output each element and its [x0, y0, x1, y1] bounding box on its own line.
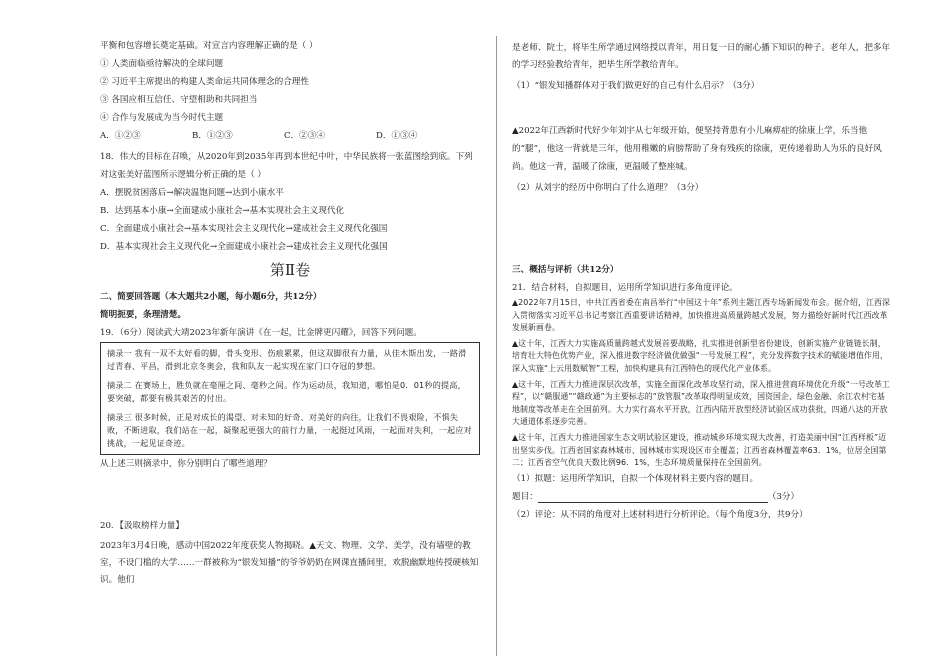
q18-option-c: C．全面建成小康社会→基本实现社会主义现代化→建成社会主义现代化强国 [100, 224, 388, 234]
q19-excerpt-2: 摘录二 在赛场上，胜负就在毫厘之间、毫秒之间。作为运动员，我知道，哪怕是0．01秒的提高，要突破，都要有极其艰苦的付出。 [107, 380, 466, 403]
section2-note: 简明扼要，条理清楚。 [100, 310, 186, 320]
q21-paragraph-2: ▲这十年，江西大力实施高质量跨越式发展首要战略，扎实推进创新型省份建设，创新实施产业链链长制，培育壮大特色优势产业，深入推进数字经济做优做强“一号发展工程”，充分发挥数字技术的赋能增值作用，深入实施“上云用数赋智”工程，加快构建具有江西特色的现代化产业体系。 [512, 338, 888, 373]
q17-item-2: ② 习近平主席提出的构建人类命运共同体理念的合理性 [100, 77, 309, 87]
q18-option-d: D．基本实现社会主义现代化→全面建成小康社会→建成社会主义现代化强国 [100, 242, 388, 252]
q21-question-2: （2）评论：从不同的角度对上述材料进行分析评论。（每个角度3分，共9分） [512, 509, 808, 520]
q21-title-line [512, 491, 892, 503]
q17-option-b: B．①②③ [192, 131, 233, 141]
q18-option-a: A．摆脱贫困落后→解决温饱问题→达到小康水平 [100, 188, 284, 198]
q19-stem: 19．（6分）阅读武大靖2023年新年演讲《在一起，比金牌更闪耀》，回答下列问题。 [100, 328, 422, 338]
q20-title: 20．【汲取榜样力量】 [100, 521, 184, 531]
q18-option-b: B．达到基本小康→全面建成小康社会→基本实现社会主义现代化 [100, 206, 345, 216]
q21-title-score: （3分） [767, 491, 800, 502]
q21-question-1: （1）拟题：运用所学知识，自拟一个体现材料主要内容的题目。 [512, 473, 759, 484]
q17-options [100, 130, 480, 142]
volume-title: 第Ⅱ卷 [269, 261, 311, 279]
q17-item-3: ③ 各国应相互信任、守望相助和共同担当 [100, 95, 258, 105]
q17-stem: 平衡和包容增长奠定基础。对宣言内容理解正确的是（ ） [100, 41, 318, 51]
q17-item-4: ④ 合作与发展成为当今时代主题 [100, 113, 224, 123]
q17-item-1: ① 人类面临亟待解决的全球问题 [100, 59, 224, 69]
q21-paragraph-1: ▲2022年7月15日，中共江西省委在南昌举行“中国这十年”系列主题江西专场新闻发布会。据介绍，江西深入贯彻落实习近平总书记考察江西重要讲话精神，加快推进高质量跨越式发展，努力描绘好新时代江西改革发展新画卷。 [512, 298, 891, 333]
q21-stem: 21．结合材料，自拟题目，运用所学知识进行多角度评论。 [512, 283, 738, 293]
q20-question-1: （1）“银发知播群体对于我们做更好的自己有什么启示？（3分） [512, 81, 760, 91]
q20-text: 2023年3月4日晚，感动中国2022年度获奖人物揭晓。▲天文、物理、文学、美学，没有墙壁的教室，不设门槛的大学……一群被称为“银发知播”的爷爷奶奶在网课直播间里，欢脱幽默地传授硬核知识。他们 [100, 541, 479, 585]
q17-option-c: C．②③④ [284, 131, 325, 141]
q21-title-label: 题目： [512, 491, 538, 502]
q18-stem: 18．伟大的目标在召唤，从2020年到2035年再到本世纪中叶，中华民族将一张蓝图绘到底。下列对这张美好蓝图所示逻辑分析正确的是（ ） [100, 152, 473, 180]
q20-paragraph-2: ▲2022年江西新时代好少年刘宇从七年级开始，便坚持背患有小儿麻痹症的徐康上学，乐当他的“腿”，他这一背就是三年，他用稚嫩的肩膀帮助了身有残疾的徐康，更传递着助人为乐的良好风尚。他这一背，温暖了徐康，更温暖了整座城。 [512, 126, 882, 172]
q19-question: 从上述三则摘录中，你分别明白了哪些道理？ [100, 459, 272, 469]
right-column [512, 40, 892, 521]
q21-title-blank[interactable] [538, 493, 768, 503]
section3-title: 三、概括与评析（共12分） [512, 265, 619, 275]
q17-option-d: D．①③④ [376, 131, 418, 141]
q17-option-a: A．①②③ [100, 131, 141, 141]
q21-paragraph-4: ▲这十年，江西大力推进国家生态文明试验区建设，推动城乡环境实现大改善，打造美丽中国“江西样板”迈出坚实步伐。江西省国家森林城市、园林城市实现设区市全覆盖；江西省森林覆盖率63．1%，位居全国第二；江西省空气优良天数比例96．1%，生态环境质量保持在全国前列。 [512, 432, 887, 468]
q19-excerpt-1: 摘录一 我有一双不太好看的脚，骨头变形、伤痕累累，但这双脚很有力量，从佳木斯出发，一路滑过青春、平昌，滑到北京冬奥会，我和队友一起实现在家门口夺冠的梦想。 [107, 348, 467, 371]
left-column [100, 40, 480, 589]
q19-excerpt-box [100, 342, 480, 455]
q20-question-2: （2）从刘宇的经历中你明白了什么道理？（3分） [512, 183, 704, 193]
column-divider [496, 36, 497, 656]
q19-excerpt-3: 摘录三 很多时候，正是对成长的渴望、对未知的好奇、对美好的向往，让我们不畏艰险，不惧失败，不断进取，我们站在一起，凝聚起更强大的前行力量，一起挺过风雨，一起面对失利，一起应对挑战，一起见证奇迹。 [107, 412, 472, 448]
section2-title: 二、简要回答题（本大题共2小题，每小题6分，共12分） [100, 292, 322, 302]
q21-paragraph-3: ▲这十年，江西大力推进深层次改革，实施全面深化改革攻坚行动，深入推进营商环境优化升级“一号改革工程”，以“赣服通”“赣政通”为主要标志的“放管服”改革取得明显成效，国资国企、绿色金融、余江农村宅基地制度等改革走在全国前列。大力实行高水平开放，江西内陆开放型经济试验区成功获批，四通八达的开放大通道体系逐步完善。 [512, 379, 890, 427]
q20-continued: 是老师、院士，将毕生所学通过网络授以青年，用日复一日的耐心播下知识的种子。老年人，把多年的学习经验教给青年，把毕生所学教给青年。 [512, 43, 891, 70]
